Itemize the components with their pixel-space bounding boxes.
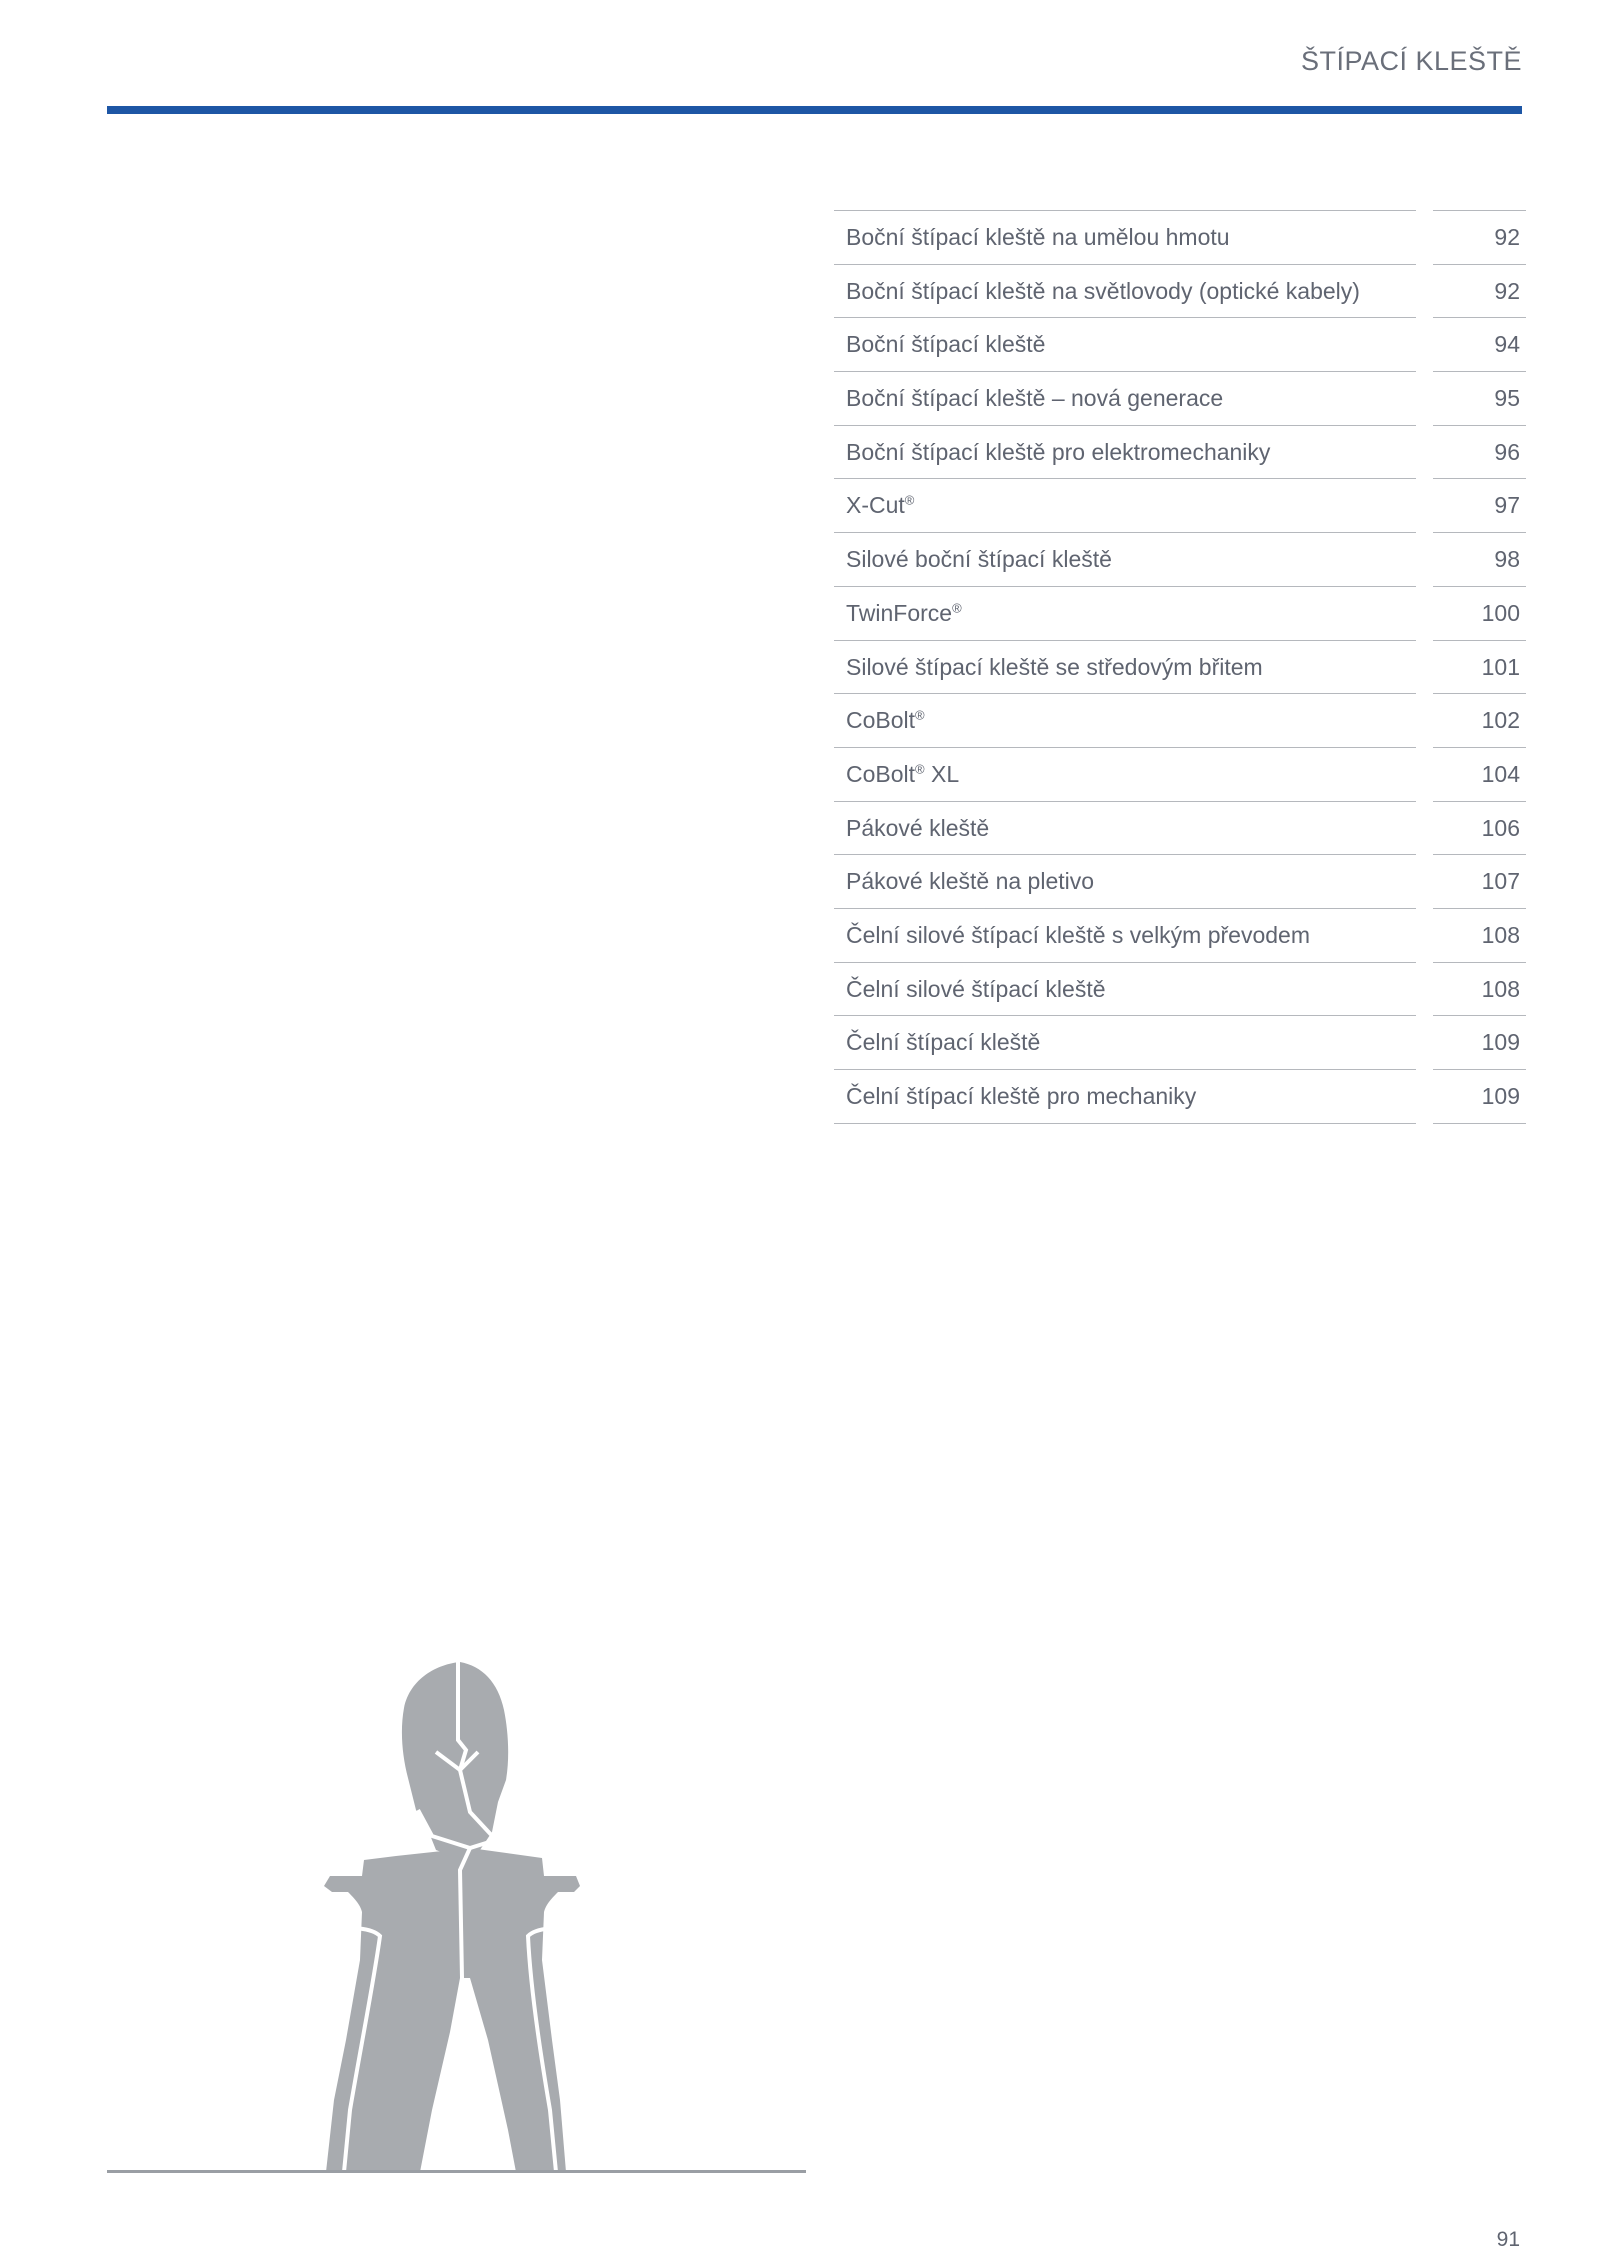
toc-label: Čelní silové štípací kleště — [834, 962, 1416, 1016]
registered-mark: ® — [915, 707, 925, 723]
toc-row[interactable] — [834, 693, 1524, 747]
section-title: ŠTÍPACÍ KLEŠTĚ — [1300, 46, 1522, 76]
toc-label: Pákové kleště na pletivo — [834, 854, 1416, 908]
toc-label: Boční štípací kleště — [834, 317, 1416, 371]
toc-label: Boční štípací kleště – nová generace — [834, 371, 1416, 425]
toc-row[interactable] — [834, 640, 1524, 694]
toc-row[interactable] — [834, 854, 1524, 908]
toc-row[interactable] — [834, 801, 1524, 855]
baseline-rule — [107, 2170, 806, 2173]
toc-page: 96 — [1433, 425, 1526, 479]
toc-label: Pákové kleště — [834, 801, 1416, 855]
toc-row[interactable] — [834, 532, 1524, 586]
toc-row[interactable] — [834, 586, 1524, 640]
registered-mark: ® — [952, 600, 962, 616]
toc-page: 107 — [1433, 854, 1526, 908]
toc-row[interactable] — [834, 425, 1524, 479]
toc-page: 100 — [1433, 586, 1526, 640]
toc-page: 109 — [1433, 1015, 1526, 1069]
toc-row[interactable] — [834, 1069, 1524, 1123]
toc-page: 108 — [1433, 962, 1526, 1016]
toc-row[interactable] — [834, 317, 1524, 371]
toc-row[interactable] — [834, 908, 1524, 962]
toc-label-container — [834, 747, 1416, 801]
toc-label: TwinForce — [846, 599, 953, 626]
toc-label: Čelní silové štípací kleště s velkým převodem — [834, 908, 1416, 962]
toc-row[interactable] — [834, 264, 1524, 318]
toc-bottom-rule — [834, 1123, 1524, 1125]
toc-label: Čelní štípací kleště pro mechaniky — [834, 1069, 1416, 1123]
toc-row[interactable] — [834, 1015, 1524, 1069]
registered-mark: ® — [915, 761, 925, 777]
toc-label: Silové štípací kleště se středovým břitem — [834, 640, 1416, 694]
toc-page: 97 — [1433, 478, 1526, 532]
toc-page: 102 — [1433, 693, 1526, 747]
toc-page: 92 — [1433, 264, 1526, 318]
toc-page: 94 — [1433, 317, 1526, 371]
toc-label-suffix: XL — [924, 760, 960, 787]
toc-label: Silové boční štípací kleště — [834, 532, 1416, 586]
toc-page: 108 — [1433, 908, 1526, 962]
toc-row[interactable] — [834, 371, 1524, 425]
toc-label: Boční štípací kleště pro elektromechaniky — [834, 425, 1416, 479]
toc-label-container — [834, 586, 1416, 640]
toc-row[interactable] — [834, 747, 1524, 801]
toc-page: 101 — [1433, 640, 1526, 694]
toc-page: 98 — [1433, 532, 1526, 586]
toc-label: CoBolt — [846, 760, 916, 787]
side-cutter-pliers-icon — [320, 1660, 590, 2172]
toc-page: 106 — [1433, 801, 1526, 855]
toc-page: 92 — [1433, 210, 1526, 264]
toc-row[interactable] — [834, 962, 1524, 1016]
table-of-contents — [834, 210, 1524, 1125]
toc-page: 109 — [1433, 1069, 1526, 1123]
toc-page: 104 — [1433, 747, 1526, 801]
header-rule — [107, 106, 1522, 114]
toc-label: Čelní štípací kleště — [834, 1015, 1416, 1069]
toc-label-container — [834, 478, 1416, 532]
toc-label: X-Cut — [846, 492, 905, 519]
registered-mark: ® — [904, 492, 915, 508]
toc-label: Boční štípací kleště na umělou hmotu — [834, 210, 1416, 264]
page-number: 91 — [1496, 2228, 1520, 2251]
toc-row[interactable] — [834, 478, 1524, 532]
toc-label: Boční štípací kleště na světlovody (optické kabely) — [834, 264, 1416, 318]
toc-page: 95 — [1433, 371, 1526, 425]
toc-label: CoBolt — [846, 707, 916, 734]
toc-row[interactable] — [834, 210, 1524, 264]
toc-label-container — [834, 693, 1416, 747]
